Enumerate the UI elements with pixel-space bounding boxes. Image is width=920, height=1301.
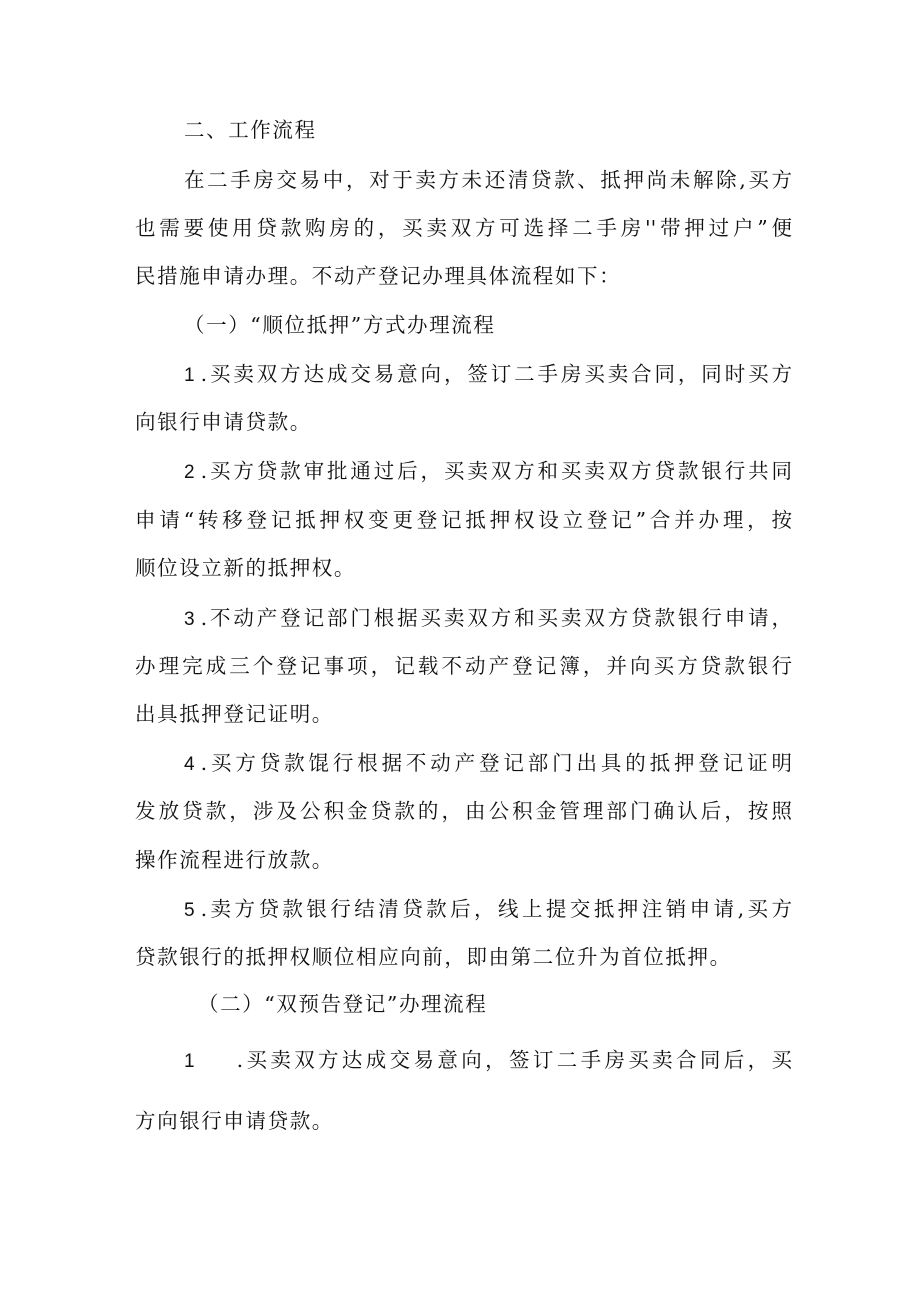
list-item-1-5-cont: 贷款银行的抵押权顺位相应向前，即由第二位升为首位抵押。 (135, 945, 732, 969)
intro-line-3: 民措施申请办理。不动产登记办理具体流程如下： (135, 264, 622, 288)
subsection-2-heading: （二）“双预告登记”办理流程 (198, 992, 488, 1016)
intro-line-1: 在二手房交易中，对于卖方未还清贷款、抵押尚未解除,买方 (184, 168, 792, 192)
item-text: .买卖双方达成交易意向，签订二手房买卖合同，同时买方 (200, 362, 792, 386)
item-number: 1 (184, 1051, 195, 1072)
list-item-1-4 (184, 748, 792, 780)
item-text: .卖方贷款银行结清贷款后，线上提交抵押注销申请,买方 (200, 897, 792, 921)
item-text: .买方贷款审批通过后，买卖双方和买卖双方贷款银行共同 (200, 459, 792, 483)
list-item-1-1 (184, 359, 792, 391)
section-heading: 二、工作流程 (184, 118, 317, 142)
list-item-1-2 (184, 456, 792, 488)
list-item-1-5 (184, 894, 792, 926)
list-item-1-2-cont-1: 申请“转移登记抵押权变更登记抵押权设立登记”合并办理，按 (135, 508, 792, 532)
item-text: .买卖双方达成交易意向，签订二手房买卖合同后，买 (236, 1048, 792, 1072)
item-number: 4 (184, 754, 195, 775)
list-item-1-3-cont-1: 办理完成三个登记事项，记载不动产登记簿，并向买方贷款银行 (135, 654, 792, 678)
list-item-1-1-cont: 向银行申请贷款。 (135, 410, 312, 434)
item-text: .不动产登记部门根据买卖双方和买卖双方贷款银行申请， (200, 606, 792, 630)
list-item-1-2-cont-2: 顺位设立新的抵押权。 (135, 556, 356, 580)
item-number: 5 (184, 900, 195, 921)
item-number: 3 (184, 609, 195, 630)
list-item-2-1-cont: 方向银行申请贷款。 (135, 1109, 334, 1133)
item-text: .买方贷款馄行根据不动产登记部门出具的抵押登记证明 (200, 751, 792, 775)
list-item-1-3 (184, 603, 792, 635)
list-item-1-4-cont-1: 发放贷款，涉及公积金贷款的，由公积金管理部门确认后，按照 (135, 799, 792, 823)
subsection-1-heading: （一）“顺位抵押”方式办理流程 (184, 313, 496, 337)
list-item-1-4-cont-2: 操作流程进行放款。 (135, 848, 334, 872)
item-number: 1 (184, 365, 195, 386)
list-item-2-1 (184, 1045, 792, 1077)
intro-line-2: 也需要使用贷款购房的，买卖双方可选择二手房''带押过户”便 (135, 216, 792, 240)
list-item-1-3-cont-2: 出具抵押登记证明。 (135, 702, 334, 726)
item-number: 2 (184, 462, 195, 483)
